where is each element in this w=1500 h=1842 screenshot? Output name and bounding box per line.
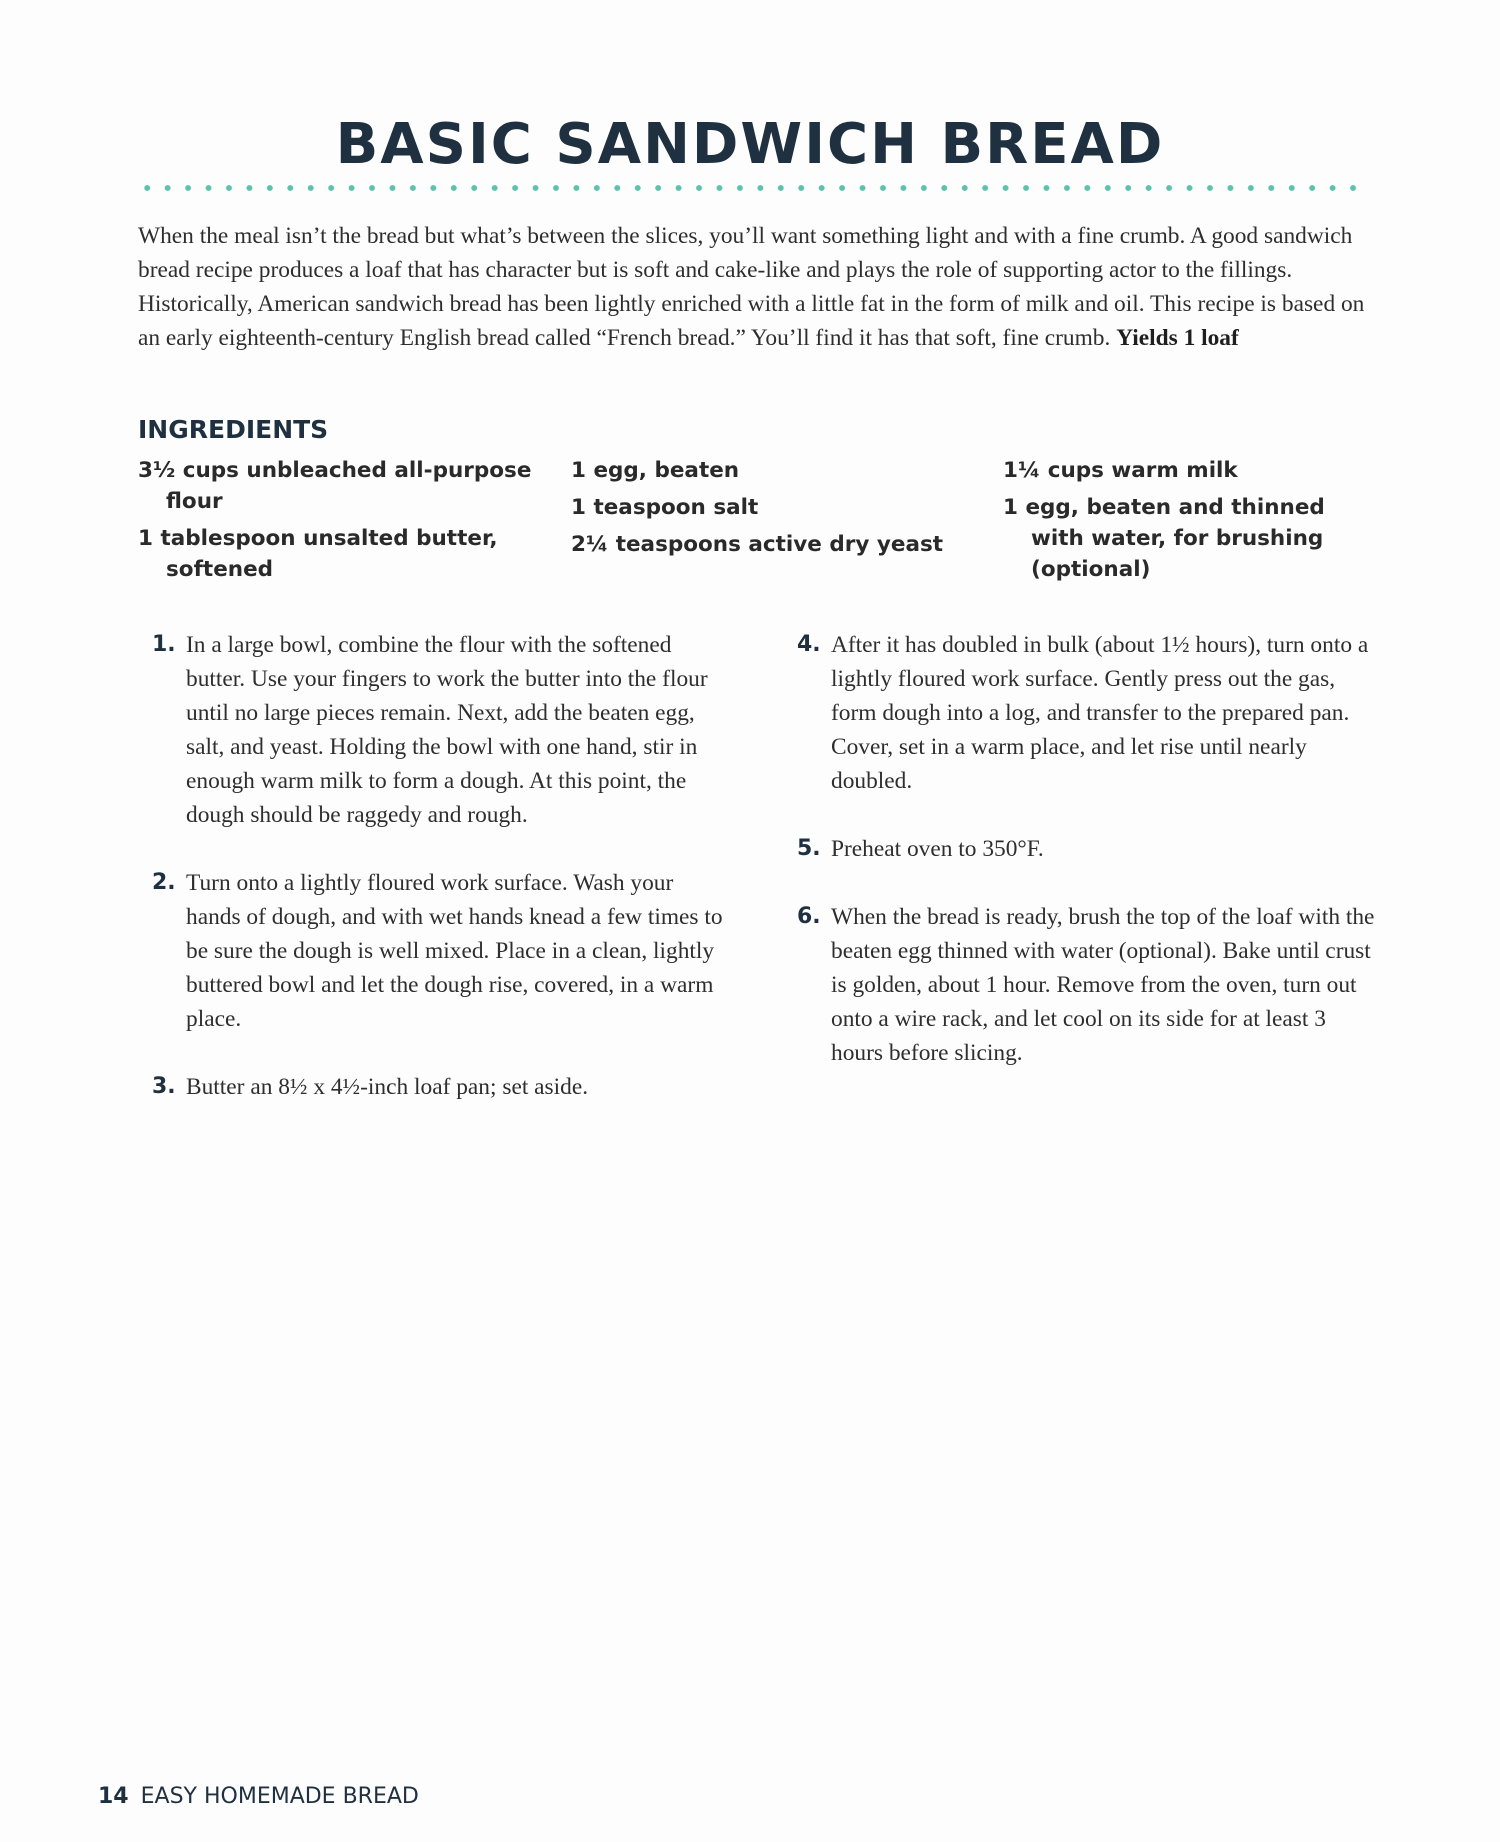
step-text: Turn onto a lightly floured work surface. Wash your hands of dough, and with wet hands knead a few times to be sure the dough is well mixed. Place in a clean, lightly buttered bowl and let the dough rise, covered, in a warm place. <box>186 870 723 1032</box>
steps-column-right <box>797 628 1377 1104</box>
ingredient-item: 1 teaspoon salt <box>571 495 759 520</box>
ingredient-item: 1 egg, beaten and thinned with water, for brushing (optional) <box>1003 495 1325 582</box>
step-5 <box>797 832 1377 866</box>
intro-text: When the meal isn’t the bread but what’s between the slices, you’ll want something light and with a fine crumb. A good sandwich bread recipe produces a loaf that has character but is soft and cake-like and plays the role of supporting actor to the fillings. Historically, American sandwich bread has been lightly enriched with a little fat in the form of milk and oil. This recipe is based on an early eighteenth-century English bread called “French bread.” You’ll find it has that soft, fine crumb. <box>138 223 1365 351</box>
dotted-divider <box>137 183 1365 193</box>
step-number: 6. <box>797 904 821 929</box>
ingredient-item: 3½ cups unbleached all-purpose flour <box>138 458 532 514</box>
step-text: Butter an 8½ x 4½-inch loaf pan; set aside. <box>186 1074 589 1100</box>
intro-paragraph <box>138 219 1368 355</box>
ingredient-item: 1¼ cups warm milk <box>1003 458 1238 483</box>
recipe-title: BASIC SANDWICH BREAD <box>335 112 1165 177</box>
step-4 <box>797 628 1377 798</box>
step-text: In a large bowl, combine the flour with the softened butter. Use your fingers to work the butter into the flour until no large pieces remain. Next, add the beaten egg, salt, and yeast. Holding the bowl with one hand, stir in enough warm milk to form a dough. At this point, the dough should be raggedy and rough. <box>186 632 708 828</box>
step-number: 5. <box>797 836 821 861</box>
step-text: When the bread is ready, brush the top of the loaf with the beaten egg thinned with water (optional). Bake until crust is golden, about 1 hour. Remove from the oven, turn out onto a wire rack, and let cool on its side for at least 3 hours before slicing. <box>831 904 1375 1066</box>
ingredients-column-1 <box>138 455 538 591</box>
step-number: 3. <box>152 1074 176 1099</box>
yield-text: Yields 1 loaf <box>1116 325 1239 351</box>
step-1 <box>152 628 732 832</box>
page-number: 14 <box>98 1784 129 1809</box>
step-number: 4. <box>797 632 821 657</box>
ingredient-item: 1 egg, beaten <box>571 458 740 483</box>
steps-column-left <box>152 628 732 1138</box>
step-3 <box>152 1070 732 1104</box>
step-6 <box>797 900 1377 1070</box>
step-number: 1. <box>152 632 176 657</box>
step-number: 2. <box>152 870 176 895</box>
page-footer <box>98 1784 419 1809</box>
ingredients-column-2 <box>571 455 971 566</box>
ingredient-item: 1 tablespoon unsalted butter, softened <box>138 526 498 582</box>
book-title: EASY HOMEMADE BREAD <box>140 1784 419 1809</box>
step-2 <box>152 866 732 1036</box>
step-text: Preheat oven to 350°F. <box>831 836 1044 862</box>
ingredient-item: 2¼ teaspoons active dry yeast <box>571 532 944 557</box>
step-text: After it has doubled in bulk (about 1½ hours), turn onto a lightly floured work surface. Gently press out the gas, form dough into a log, and transfer to the prepared pan. Cover, set in a warm place, and let rise until nearly doubled. <box>831 632 1369 794</box>
ingredients-column-3 <box>1003 455 1373 591</box>
ingredients-heading: INGREDIENTS <box>138 415 329 444</box>
